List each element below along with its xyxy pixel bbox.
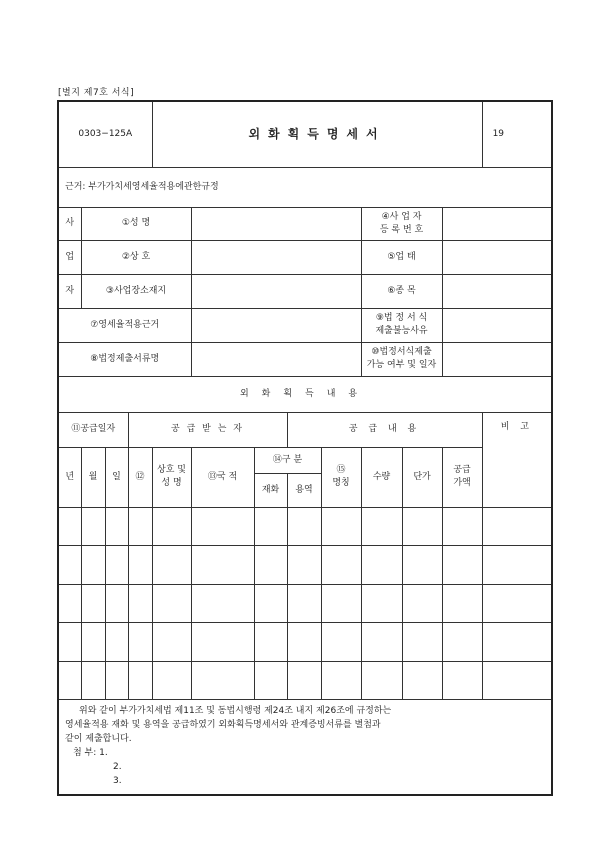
zero-rate-basis-label: ⑦영세율적용근거	[58, 308, 191, 342]
name-label: ①성 명	[81, 207, 191, 240]
category-header: ⑭구 분	[254, 447, 321, 473]
category-label: ⑥종 목	[361, 274, 442, 308]
trade-name-label: ②상 호	[81, 240, 191, 274]
unit-price-header: 단가	[402, 447, 442, 507]
legal-basis: 근거: 부가가치세영세율적용에관한규정	[58, 167, 552, 207]
details-section-title: 외화획득내용	[58, 376, 552, 412]
doc-name-field[interactable]	[191, 342, 361, 376]
foreign-exchange-statement-form	[57, 100, 553, 796]
availability-field[interactable]	[442, 342, 552, 376]
supply-content-header: 공 급 내 용	[287, 412, 482, 447]
nationality-header: ⑬국 적	[191, 447, 254, 507]
remarks-header: 비 고	[482, 412, 552, 507]
supply-date-header: ⑪공급일자	[58, 412, 128, 447]
attachment-item-3: 3.	[113, 775, 122, 786]
address-field[interactable]	[191, 274, 361, 308]
goods-header: 재화	[254, 473, 287, 507]
table-row[interactable]	[58, 545, 552, 584]
declaration	[58, 699, 552, 795]
registration-number-field[interactable]	[442, 207, 552, 240]
registration-number-label: ④사 업 자 등 록 번 호	[361, 207, 442, 240]
attachment-label: 첨 부: 1.	[73, 747, 108, 758]
year-prefix-field[interactable]: 19	[482, 101, 552, 167]
attachment-item-2: 2.	[113, 761, 122, 772]
business-group-label-2: 업	[58, 240, 81, 274]
address-label: ③사업장소재지	[81, 274, 191, 308]
trade-name-header: 상호 및 성 명	[152, 447, 191, 507]
doc-reason-label: ⑨법 정 서 식 제출불능사유	[361, 308, 442, 342]
item-name-header: ⑮ 명칭	[321, 447, 361, 507]
zero-rate-basis-field[interactable]	[191, 308, 361, 342]
table-row[interactable]	[58, 584, 552, 622]
table-row[interactable]	[58, 661, 552, 699]
form-code: 0303−125A	[58, 101, 152, 167]
supply-value-header: 공급 가액	[442, 447, 482, 507]
service-header: 용역	[287, 473, 321, 507]
form-label: [별지 제7호 서식]	[58, 88, 135, 98]
trade-name-field[interactable]	[191, 240, 361, 274]
name-field[interactable]	[191, 207, 361, 240]
business-type-field[interactable]	[442, 240, 552, 274]
category-field[interactable]	[442, 274, 552, 308]
recipient-header: 공 급 받 는 자	[128, 412, 287, 447]
serial-header: ⑫	[128, 447, 152, 507]
declaration-line-2: 영세율적용 재화 및 용역을 공급하였기 외화획득명세서와 관계증빙서류를 별첨과	[65, 719, 381, 730]
availability-label: ⑩법정서식제출 가능 여부 및 일자	[361, 342, 442, 376]
quantity-header: 수량	[361, 447, 402, 507]
business-type-label: ⑤업 태	[361, 240, 442, 274]
day-header: 일	[105, 447, 128, 507]
table-row[interactable]	[58, 622, 552, 661]
page-title: 외화획득명세서	[152, 101, 482, 167]
business-group-label-1: 사	[58, 207, 81, 240]
declaration-line-3: 같이 제출합니다.	[65, 733, 132, 744]
doc-reason-field[interactable]	[442, 308, 552, 342]
doc-name-label: ⑧법정제출서류명	[58, 342, 191, 376]
business-group-label-3: 자	[58, 274, 81, 308]
table-row[interactable]	[58, 507, 552, 545]
month-header: 월	[81, 447, 105, 507]
declaration-line-1: 위와 같이 부가가치세법 제11조 및 동법시행령 제24조 내지 제26조에 규정하는	[79, 705, 392, 716]
year-header: 년	[58, 447, 81, 507]
